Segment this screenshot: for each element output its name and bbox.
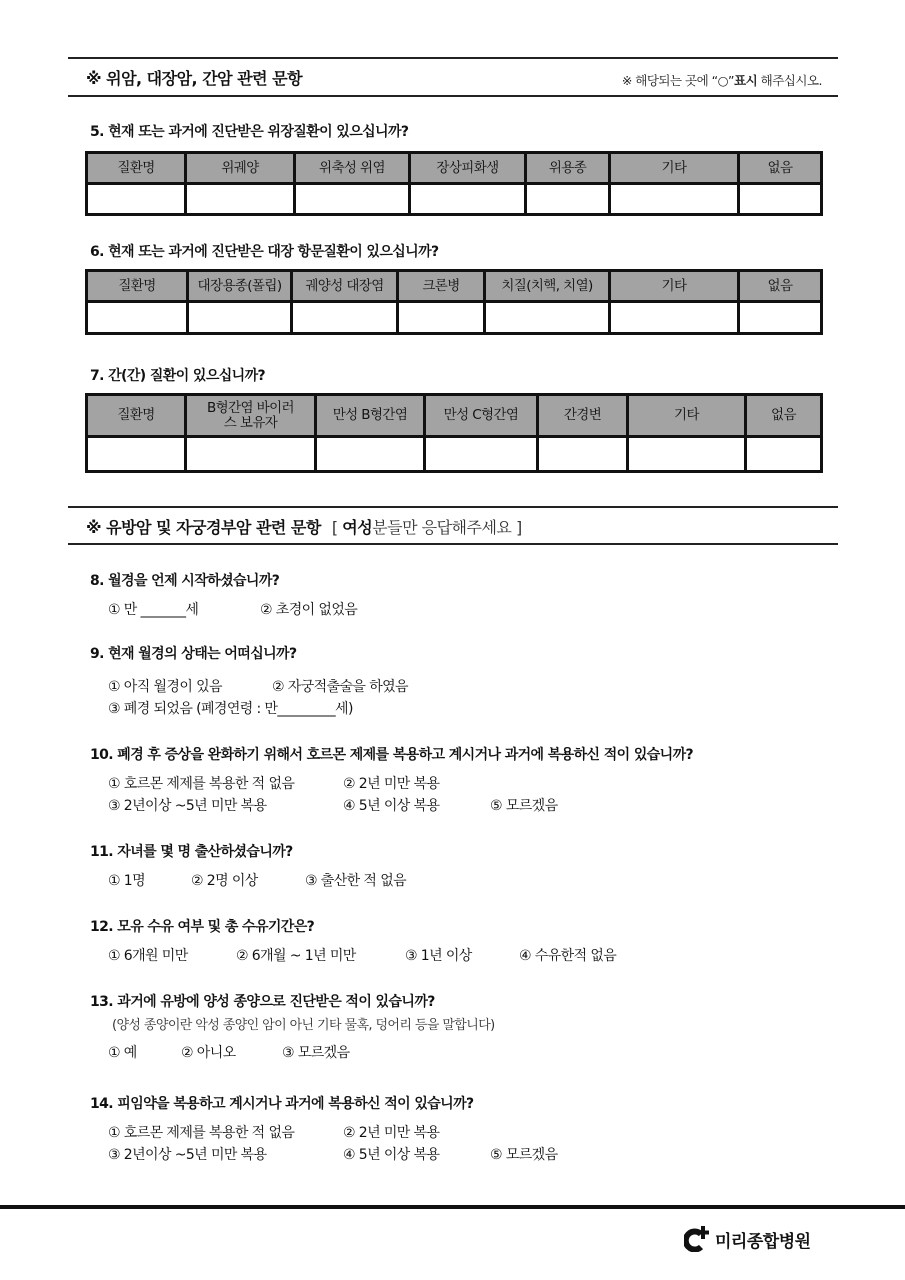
question-10: 10. 폐경 후 증상을 완화하기 위해서 호르몬 제제를 복용하고 계시거나 과거에 복용하신 적이 있습니까? <box>90 747 694 763</box>
column-header: 질환명 <box>87 153 186 184</box>
answer-option[interactable]: ④ 5년 이상 복용 <box>343 798 440 814</box>
note-prefix: ※ 해당되는 곳에 “○” <box>621 73 735 88</box>
answer-option[interactable]: ① 만 _______세 <box>108 602 199 618</box>
answer-cell[interactable] <box>87 437 186 472</box>
note-bold: 표시 <box>734 73 758 88</box>
table-q6 <box>85 269 823 335</box>
answer-cell[interactable] <box>628 437 746 472</box>
answer-cell[interactable] <box>186 437 316 472</box>
hospital-logo <box>684 1226 811 1252</box>
column-header: 치질(치핵, 치열) <box>485 271 610 302</box>
answer-option[interactable]: ① 6개원 미만 <box>108 948 188 964</box>
section-title-women <box>86 515 522 538</box>
question-13: 13. 과거에 유방에 양성 종양으로 진단받은 적이 있습니까? <box>90 994 435 1010</box>
answer-option[interactable]: ② 2년 미만 복용 <box>343 776 440 792</box>
column-header: 대장용종(폴립) <box>188 271 292 302</box>
answer-cell[interactable] <box>410 184 526 215</box>
cross-c-logo-icon <box>684 1226 712 1252</box>
answer-option[interactable]: ② 자궁적출술을 하였음 <box>272 679 408 695</box>
table-q5 <box>85 151 823 216</box>
answer-cell[interactable] <box>316 437 425 472</box>
answer-cell[interactable] <box>87 184 186 215</box>
answer-option[interactable]: ③ 1년 이상 <box>405 948 472 964</box>
column-header: 장상피화생 <box>410 153 526 184</box>
question-11: 11. 자녀를 몇 명 출산하셨습니까? <box>90 844 293 860</box>
answer-cell[interactable] <box>292 302 398 334</box>
column-header: 간경변 <box>538 395 628 437</box>
answer-cell[interactable] <box>295 184 410 215</box>
answer-cell[interactable] <box>739 184 822 215</box>
question-8: 8. 월경을 언제 시작하셨습니까? <box>90 573 280 589</box>
answer-option[interactable]: ③ 폐경 되었음 (폐경연령 : 만_________세) <box>108 701 353 717</box>
answer-option[interactable]: ② 초경이 없었음 <box>260 602 358 618</box>
women-only-note: 분들만 응답해주세요 ] <box>372 518 522 537</box>
answer-cell[interactable] <box>610 302 739 334</box>
question-14: 14. 피임약을 복용하고 계시거나 과거에 복용하신 적이 있습니까? <box>90 1096 474 1112</box>
question-9: 9. 현재 월경의 상태는 어떠십니까? <box>90 646 297 662</box>
answer-option[interactable]: ③ 모르겠음 <box>282 1045 350 1061</box>
answer-option[interactable]: ④ 수유한적 없음 <box>519 948 617 964</box>
section-title-text: ※ 유방암 및 자궁경부암 관련 문항 <box>86 518 321 537</box>
footer-divider <box>0 1205 905 1209</box>
answer-option[interactable]: ④ 5년 이상 복용 <box>343 1147 440 1163</box>
column-header: 없음 <box>739 153 822 184</box>
column-header: 기타 <box>628 395 746 437</box>
women-label: 여성 <box>342 518 373 537</box>
answer-option[interactable]: ① 호르몬 제제를 복용한 적 없음 <box>108 1125 295 1141</box>
column-header: 크론병 <box>398 271 485 302</box>
answer-option[interactable]: ① 1명 <box>108 873 146 889</box>
table-q7 <box>85 393 823 473</box>
answer-option[interactable]: ③ 출산한 적 없음 <box>305 873 407 889</box>
answer-option[interactable]: ① 호르몬 제제를 복용한 적 없음 <box>108 776 295 792</box>
answer-option[interactable]: ② 아니오 <box>181 1045 236 1061</box>
column-header: 위용종 <box>526 153 610 184</box>
column-header: 질환명 <box>87 271 188 302</box>
question-note: (양성 종양이란 악성 종양인 암이 아닌 기타 물혹, 덩어리 등을 말합니다) <box>112 1018 495 1033</box>
answer-option[interactable]: ⑤ 모르겠음 <box>490 1147 558 1163</box>
divider <box>68 57 838 59</box>
answer-option[interactable]: ⑤ 모르겠음 <box>490 798 558 814</box>
column-header: 기타 <box>610 271 739 302</box>
divider <box>68 95 838 97</box>
column-header: 위궤양 <box>186 153 295 184</box>
instruction-note <box>622 71 822 89</box>
answer-option[interactable]: ② 2명 이상 <box>191 873 258 889</box>
answer-cell[interactable] <box>425 437 538 472</box>
hospital-name: 미리종합병원 <box>715 1231 811 1252</box>
answer-cell[interactable] <box>485 302 610 334</box>
answer-cell[interactable] <box>186 184 295 215</box>
bracket-open: [ <box>331 518 343 537</box>
answer-option[interactable]: ③ 2년이상 ~5년 미만 복용 <box>108 1147 267 1163</box>
answer-cell[interactable] <box>398 302 485 334</box>
column-header: 위축성 위염 <box>295 153 410 184</box>
answer-option[interactable]: ② 6개월 ~ 1년 미만 <box>236 948 356 964</box>
answer-cell[interactable] <box>526 184 610 215</box>
answer-cell[interactable] <box>188 302 292 334</box>
column-header: 궤양성 대장염 <box>292 271 398 302</box>
divider <box>68 506 838 508</box>
answer-cell[interactable] <box>739 302 822 334</box>
column-header: 기타 <box>610 153 739 184</box>
question-12: 12. 모유 수유 여부 및 총 수유기간은? <box>90 919 315 935</box>
answer-cell[interactable] <box>538 437 628 472</box>
column-header: B형간염 바이러스 보유자 <box>186 395 316 437</box>
answer-option[interactable]: ① 아직 월경이 있음 <box>108 679 222 695</box>
note-suffix: 해주십시오. <box>757 73 822 88</box>
section-title: ※ 위암, 대장암, 간암 관련 문항 <box>86 69 303 88</box>
divider <box>68 543 838 545</box>
question-6: 6. 현재 또는 과거에 진단받은 대장 항문질환이 있으십니까? <box>90 244 439 260</box>
answer-cell[interactable] <box>746 437 822 472</box>
question-5: 5. 현재 또는 과거에 진단받은 위장질환이 있으십니까? <box>90 124 409 140</box>
column-header: 만성 B형간염 <box>316 395 425 437</box>
answer-option[interactable]: ① 예 <box>108 1045 137 1061</box>
question-7: 7. 간(간) 질환이 있으십니까? <box>90 368 266 384</box>
column-header: 없음 <box>746 395 822 437</box>
column-header: 질환명 <box>87 395 186 437</box>
answer-cell[interactable] <box>610 184 739 215</box>
answer-cell[interactable] <box>87 302 188 334</box>
answer-option[interactable]: ③ 2년이상 ~5년 미만 복용 <box>108 798 267 814</box>
answer-option[interactable]: ② 2년 미만 복용 <box>343 1125 440 1141</box>
column-header: 없음 <box>739 271 822 302</box>
column-header: 만성 C형간염 <box>425 395 538 437</box>
